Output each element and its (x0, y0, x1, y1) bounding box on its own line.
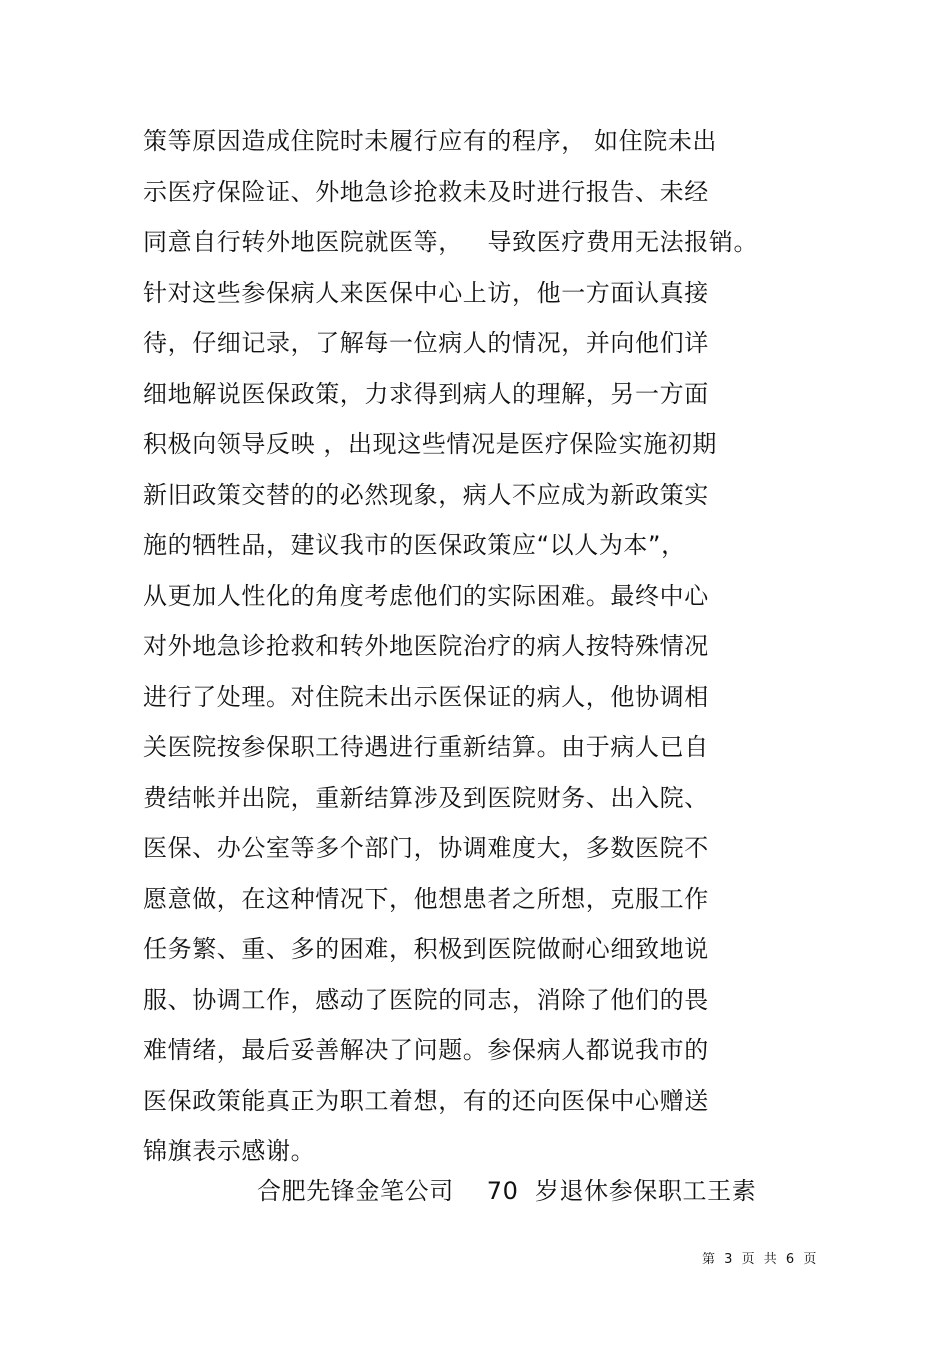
page-number: 第 3 页 共 6 页 (702, 1252, 817, 1267)
signature-line: 合肥先锋金笔公司 70 岁退休参保职工王素 (257, 1177, 757, 1205)
text-line: 关医院按参保职工待遇进行重新结算。由于病人已自 (143, 733, 709, 761)
text-line: 愿意做，在这种情况下，他想患者之所想，克服工作 (143, 884, 709, 913)
text-line: 策等原因造成住院时未履行应有的程序， 如住院未出 (143, 127, 718, 155)
text-line: 对外地急诊抢救和转外地医院治疗的病人按特殊情况 (143, 632, 709, 660)
text-line: 从更加人性化的角度考虑他们的实际困难。最终中心 (143, 581, 709, 610)
text-line: 锦旗表示感谢。 (143, 1137, 316, 1165)
text-line: 难情绪，最后妥善解决了问题。参保病人都说我市的 (143, 1036, 709, 1064)
text-line: 积极向领导反映 ，出现这些情况是医疗保险实施初期 (143, 430, 718, 458)
text-line: 新旧政策交替的的必然现象，病人不应成为新政策实 (143, 480, 709, 509)
text-line: 施的牺牲品，建议我市的医保政策应“以人为本”， (143, 531, 686, 559)
text-line: 医保政策能真正为职工着想，有的还向医保中心赠送 (143, 1086, 709, 1115)
text-line: 待，仔细记录，了解每一位病人的情况，并向他们详 (143, 329, 709, 357)
text-line: 细地解说医保政策，力求得到病人的理解，另一方面 (143, 379, 709, 408)
text-line: 服、协调工作，感动了医院的同志，消除了他们的畏 (143, 985, 709, 1014)
text-line: 示医疗保险证、外地急诊抢救未及时进行报告、未经 (143, 177, 709, 206)
text-line: 进行了处理。对住院未出示医保证的病人，他协调相 (143, 682, 709, 711)
text-line: 费结帐并出院，重新结算涉及到医院财务、出入院、 (143, 783, 709, 812)
text-line: 医保、办公室等多个部门，协调难度大，多数医院不 (143, 834, 709, 862)
text-line: 同意自行转外地医院就医等， 导致医疗费用无法报销。 (143, 228, 759, 256)
text-line: 任务繁、重、多的困难，积极到医院做耐心细致地说 (143, 935, 709, 963)
text-line: 针对这些参保病人来医保中心上访，他一方面认真接 (143, 278, 709, 307)
